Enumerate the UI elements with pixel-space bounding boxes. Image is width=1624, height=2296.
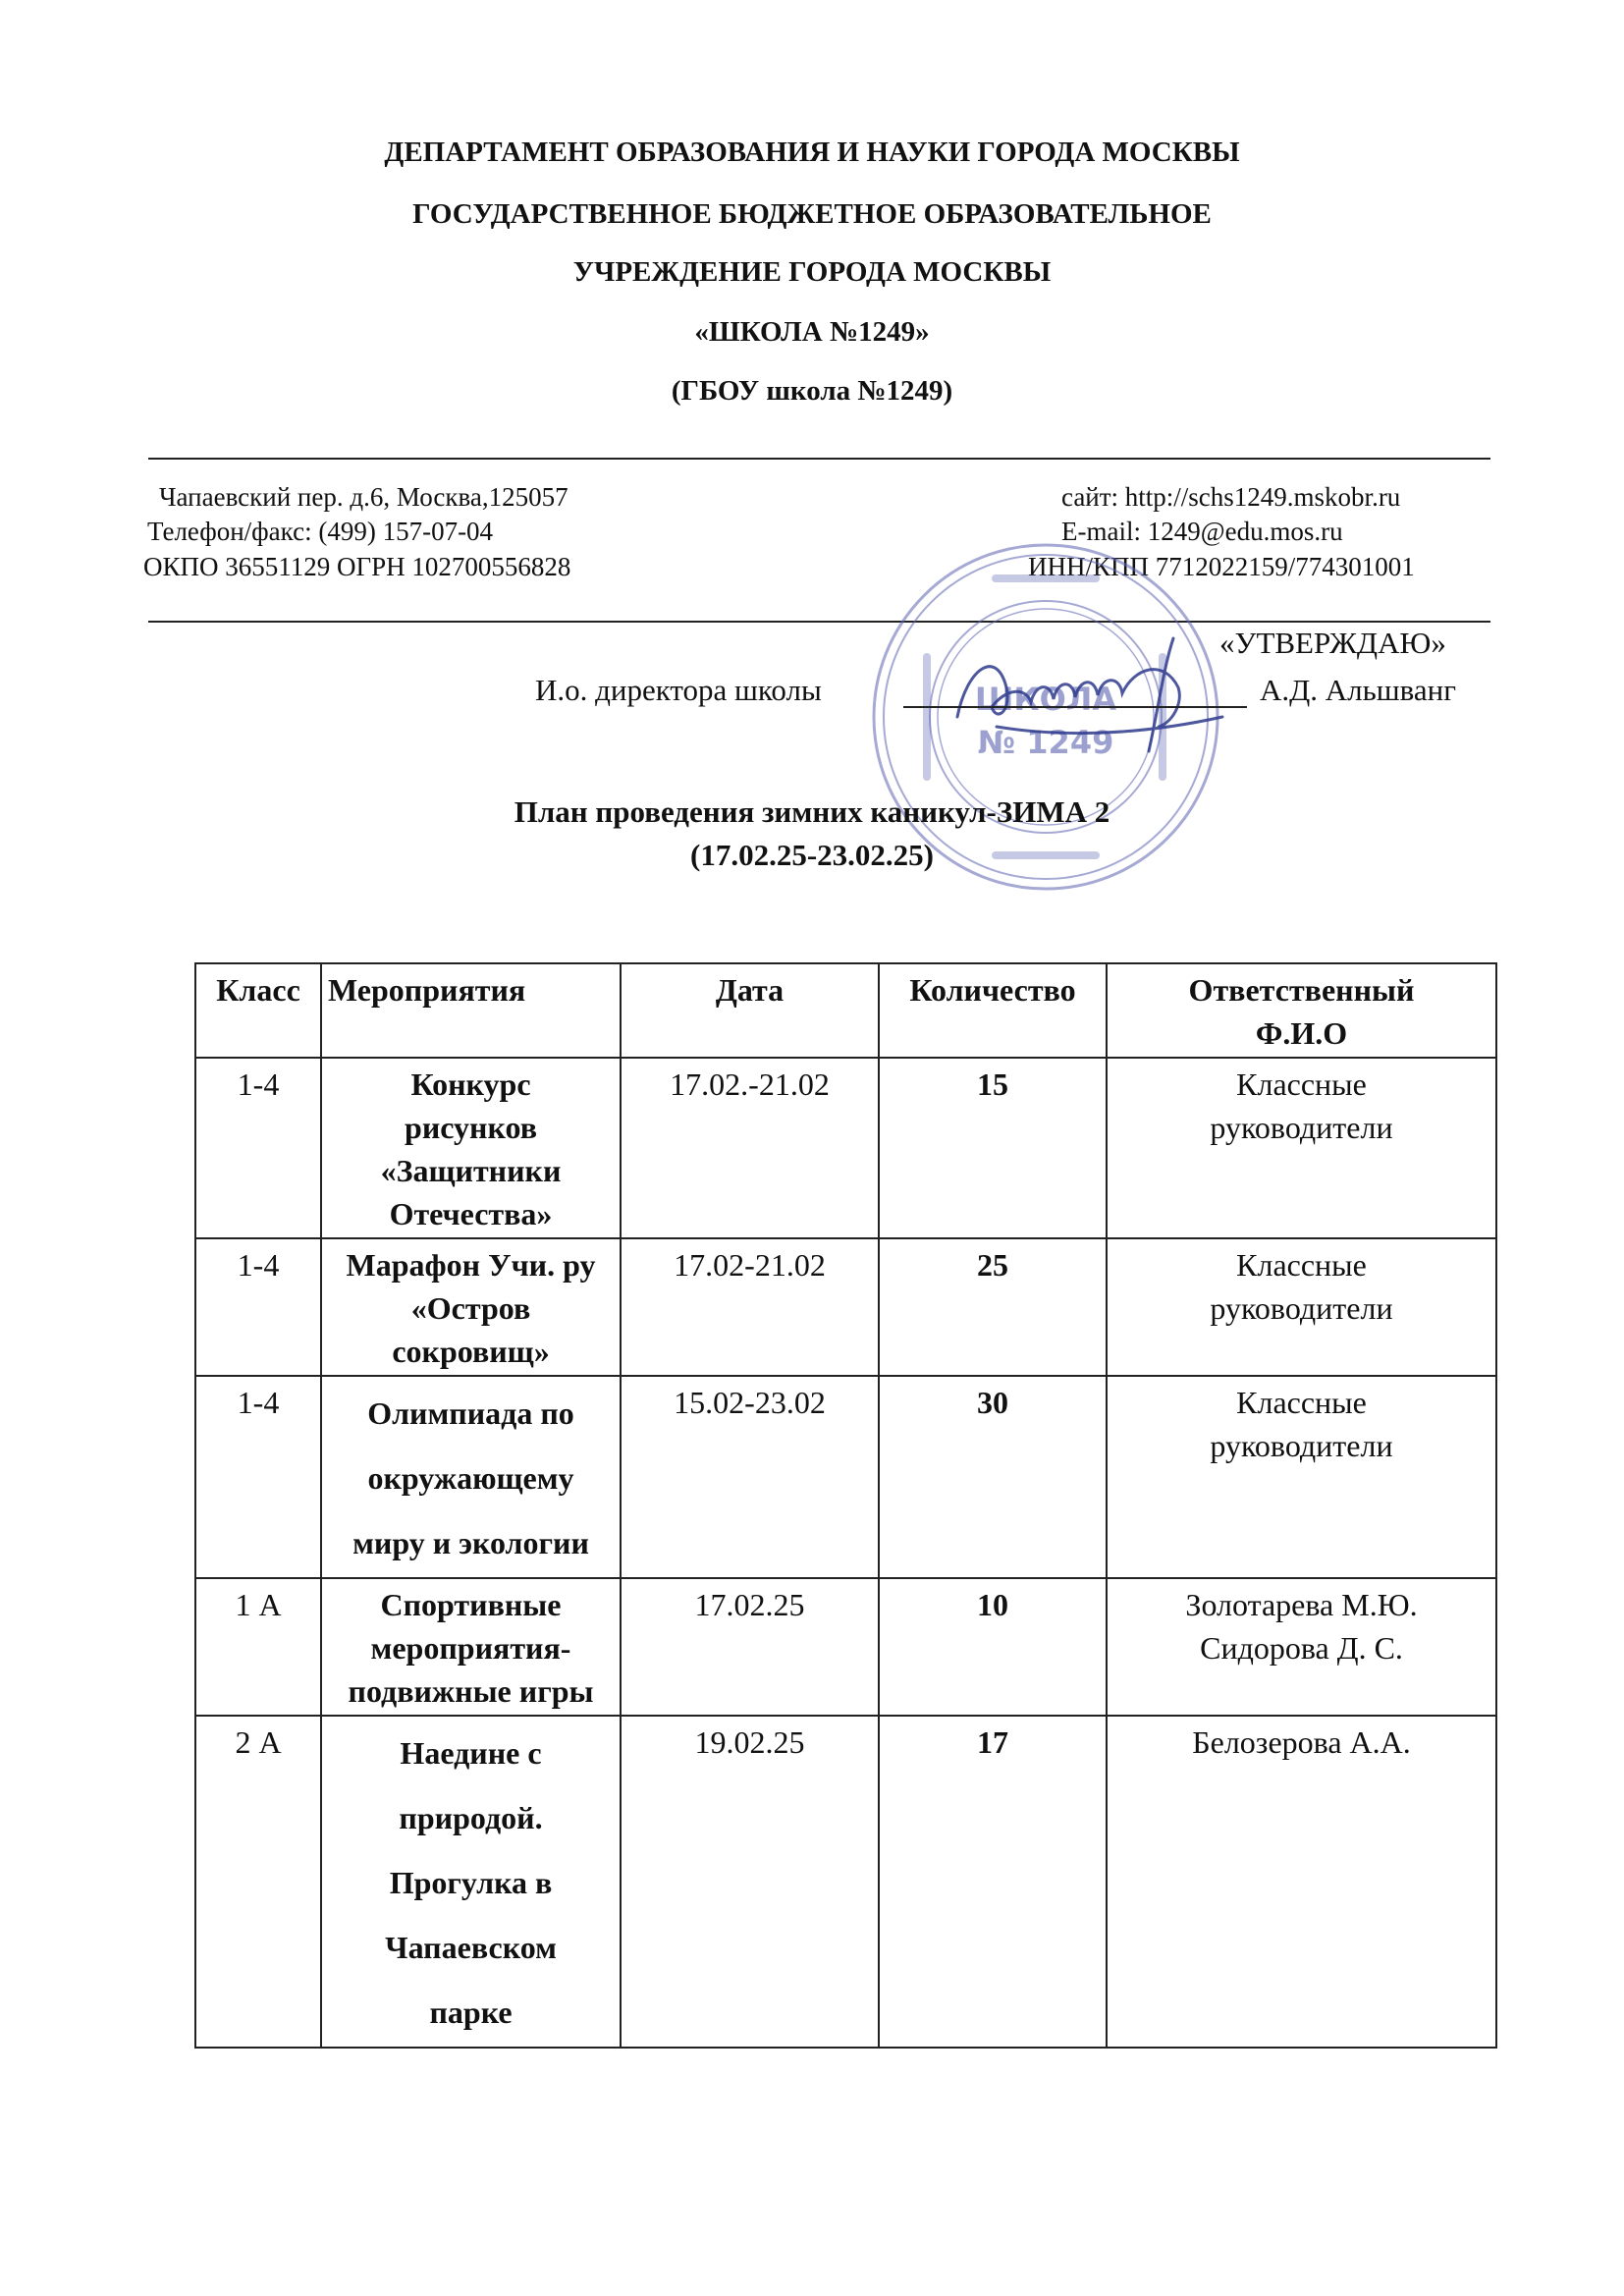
director-signature: [938, 629, 1232, 756]
institution-type: ГОСУДАРСТВЕННОЕ БЮДЖЕТНОЕ ОБРАЗОВАТЕЛЬНОЕ: [412, 198, 1212, 230]
table-row: [195, 1376, 1496, 1578]
cell-class: 1 А: [195, 1578, 321, 1716]
table-row: [195, 1058, 1496, 1238]
school-short-name: (ГБОУ школа №1249): [671, 375, 953, 407]
events-table: [194, 962, 1497, 2049]
table-row: [195, 1716, 1496, 2048]
plan-title: План проведения зимних каникул-ЗИМА 2: [514, 794, 1110, 829]
director-position: И.о. директора школы: [535, 673, 822, 707]
table-header-row: [195, 963, 1496, 1058]
approval-title: «УТВЕРЖДАЮ»: [1219, 626, 1446, 660]
director-name: А.Д. Альшванг: [1260, 673, 1456, 707]
school-name: «ШКОЛА №1249»: [694, 316, 930, 348]
cell-event: Спортивные мероприятия- подвижные игры: [321, 1578, 621, 1716]
cell-date: 17.02-21.02: [621, 1238, 879, 1376]
school-address: Чапаевский пер. д.6, Москва,125057: [159, 482, 568, 512]
school-phone: Телефон/факс: (499) 157-07-04: [147, 517, 494, 546]
header-responsible: Ответственный Ф.И.О: [1107, 963, 1496, 1058]
cell-date: 19.02.25: [621, 1716, 879, 2048]
table-row: [195, 1238, 1496, 1376]
cell-count: 25: [879, 1238, 1107, 1376]
cell-class: 1-4: [195, 1058, 321, 1238]
header-class: Класс: [195, 963, 321, 1058]
cell-responsible: Золотарева М.Ю. Сидорова Д. С.: [1107, 1578, 1496, 1716]
cell-count: 17: [879, 1716, 1107, 2048]
cell-class: 1-4: [195, 1238, 321, 1376]
cell-responsible: Белозерова А.А.: [1107, 1716, 1496, 2048]
cell-responsible: Классные руководители: [1107, 1238, 1496, 1376]
cell-event: Наедине с природой. Прогулка в Чапаевском парке: [321, 1716, 621, 2048]
header-count: Количество: [879, 963, 1107, 1058]
cell-event: Конкурс рисунков «Защитники Отечества»: [321, 1058, 621, 1238]
header-event: Мероприятия: [321, 963, 621, 1058]
signature-line: [903, 706, 1247, 708]
header-divider-bottom: [148, 621, 1490, 623]
cell-count: 10: [879, 1578, 1107, 1716]
cell-count: 15: [879, 1058, 1107, 1238]
plan-period: (17.02.25-23.02.25): [690, 838, 934, 872]
school-email: E-mail: 1249@edu.mos.ru: [1061, 517, 1343, 546]
school-okpo-ogrn: ОКПО 36551129 ОГРН 102700556828: [143, 552, 571, 581]
cell-event: Олимпиада по окружающему миру и экологии: [321, 1376, 621, 1578]
school-inn-kpp: ИНН/КПП 7712022159/774301001: [1028, 552, 1415, 581]
cell-date: 15.02-23.02: [621, 1376, 879, 1578]
stamp-text-number: № 1249: [977, 724, 1114, 761]
cell-date: 17.02.-21.02: [621, 1058, 879, 1238]
cell-responsible: Классные руководители: [1107, 1058, 1496, 1238]
cell-event: Марафон Учи. ру «Остров сокровищ»: [321, 1238, 621, 1376]
school-website: сайт: http://schs1249.mskobr.ru: [1061, 482, 1401, 512]
header-divider-top: [148, 458, 1490, 460]
cell-responsible: Классные руководители: [1107, 1376, 1496, 1578]
institution-city: УЧРЕЖДЕНИЕ ГОРОДА МОСКВЫ: [572, 256, 1052, 288]
cell-date: 17.02.25: [621, 1578, 879, 1716]
cell-count: 30: [879, 1376, 1107, 1578]
cell-class: 1-4: [195, 1376, 321, 1578]
stamp-text-school: ШКОЛА: [974, 681, 1117, 718]
cell-class: 2 А: [195, 1716, 321, 2048]
table-row: [195, 1578, 1496, 1716]
header-date: Дата: [621, 963, 879, 1058]
department-name: ДЕПАРТАМЕНТ ОБРАЗОВАНИЯ И НАУКИ ГОРОДА МОСКВЫ: [384, 137, 1240, 168]
